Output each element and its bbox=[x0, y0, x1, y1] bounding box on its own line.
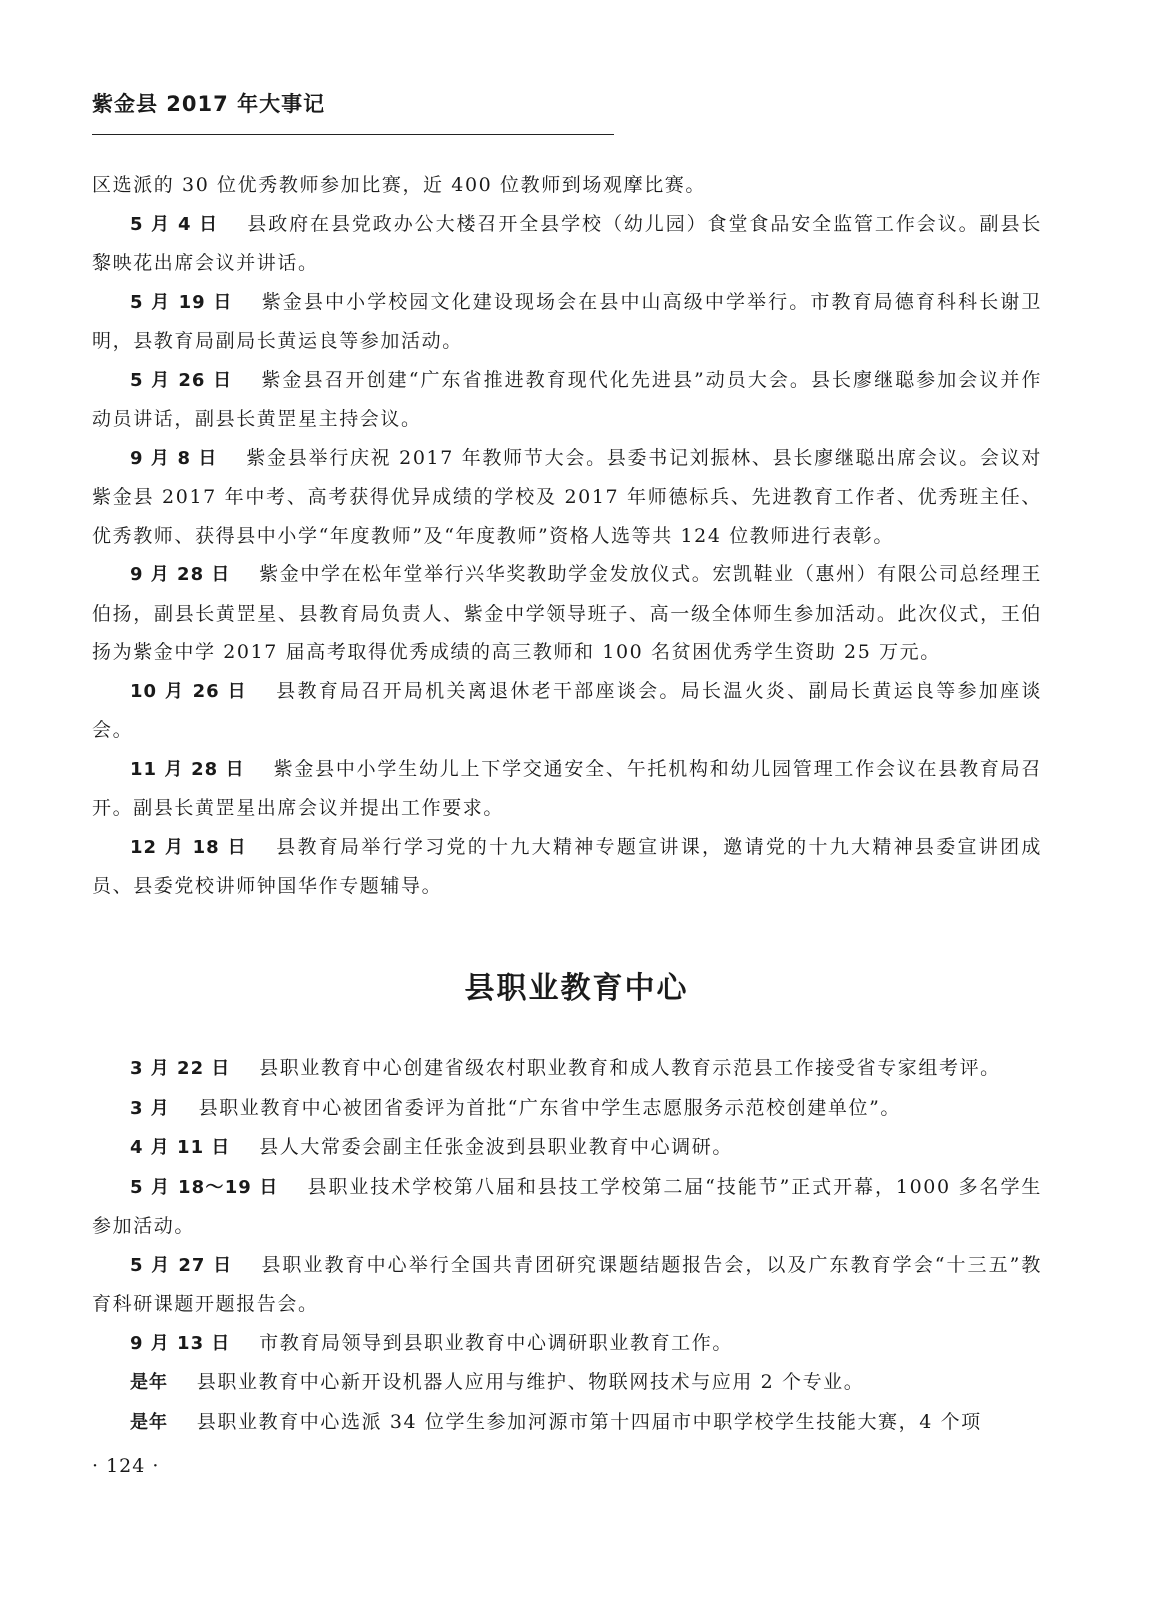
page-number: · 124 · bbox=[92, 1455, 160, 1477]
entry bbox=[92, 750, 1042, 828]
entry bbox=[92, 1403, 1042, 1443]
entry-date: 12 月 18 日 bbox=[130, 836, 248, 858]
entry-date: 5 月 26 日 bbox=[130, 369, 233, 391]
entry-date: 是年 bbox=[130, 1411, 168, 1433]
entry bbox=[92, 1049, 1042, 1089]
entry-date: 5 月 18～19 日 bbox=[130, 1176, 279, 1198]
entry-text: 县政府在县党政办公大楼召开全县学校（幼儿园）食堂食品安全监管工作会议。副县长黎映花出席会议并讲话。 bbox=[92, 212, 1042, 274]
section-body bbox=[92, 1049, 1042, 1442]
entry-date: 9 月 8 日 bbox=[130, 447, 218, 469]
entry-date: 5 月 19 日 bbox=[130, 291, 233, 313]
entry-text: 紫金县举行庆祝 2017 年教师节大会。县委书记刘振林、县长廖继聪出席会议。会议对紫金县 2017 年中考、高考获得优异成绩的学校及 2017 年师德标兵、先进教育工作者、优秀班主任、优秀教师、获得县中小学“年度教师”及“年度教师”资格人选等共 124 位教师进行表彰。 bbox=[92, 446, 1042, 547]
entry-text: 市教育局领导到县职业教育中心调研职业教育工作。 bbox=[259, 1331, 733, 1354]
chronicle-body bbox=[92, 166, 1042, 906]
entry bbox=[92, 361, 1042, 439]
entry-list bbox=[92, 205, 1042, 906]
entry-text: 紫金县中小学校园文化建设现场会在县中山高级中学举行。市教育局德育科科长谢卫明，县教育局副局长黄运良等参加活动。 bbox=[92, 290, 1042, 352]
entry bbox=[92, 283, 1042, 361]
entry-text: 紫金县召开创建“广东省推进教育现代化先进县”动员大会。县长廖继聪参加会议并作动员讲话，副县长黄罡星主持会议。 bbox=[92, 368, 1042, 430]
entry bbox=[92, 1168, 1042, 1246]
entry bbox=[92, 1128, 1042, 1168]
header-rule bbox=[92, 134, 614, 135]
entry bbox=[92, 828, 1042, 906]
entry-date: 5 月 27 日 bbox=[130, 1254, 233, 1276]
entry-date: 5 月 4 日 bbox=[130, 213, 219, 235]
entry-text: 县职业教育中心被团省委评为首批“广东省中学生志愿服务示范校创建单位”。 bbox=[198, 1096, 902, 1119]
entry bbox=[92, 1363, 1042, 1403]
entry bbox=[92, 1246, 1042, 1324]
entry-date: 4 月 11 日 bbox=[130, 1137, 231, 1158]
running-head: 紫金县 2017 年大事记 bbox=[92, 92, 326, 116]
entry-text: 县教育局举行学习党的十九大精神专题宣讲课，邀请党的十九大精神县委宣讲团成员、县委党校讲师钟国华作专题辅导。 bbox=[92, 835, 1042, 897]
entry-text: 县职业技术学校第八届和县技工学校第二届“技能节”正式开幕，1000 多名学生参加活动。 bbox=[92, 1175, 1043, 1237]
entry-date: 9 月 13 日 bbox=[130, 1332, 231, 1354]
entry-date: 11 月 28 日 bbox=[130, 758, 245, 780]
entry bbox=[92, 205, 1042, 283]
entry-text: 县教育局召开局机关离退休老干部座谈会。局长温火炎、副局长黄运良等参加座谈会。 bbox=[92, 679, 1042, 741]
entry bbox=[92, 672, 1042, 750]
continuation-paragraph: 区选派的 30 位优秀教师参加比赛，近 400 位教师到场观摩比赛。 bbox=[92, 174, 707, 196]
entry-text: 县职业教育中心选派 34 位学生参加河源市第十四届市中职学校学生技能大赛，4 个项 bbox=[196, 1410, 982, 1433]
section-title: 县职业教育中心 bbox=[464, 971, 689, 1006]
entry-date: 3 月 22 日 bbox=[130, 1058, 231, 1079]
entry-text: 县职业教育中心创建省级农村职业教育和成人教育示范县工作接受省专家组考评。 bbox=[259, 1057, 1001, 1079]
entry-date: 9 月 28 日 bbox=[130, 564, 231, 585]
entry-text: 县职业教育中心新开设机器人应用与维护、物联网技术与应用 2 个专业。 bbox=[196, 1371, 865, 1393]
entry-date: 是年 bbox=[130, 1372, 168, 1393]
entry bbox=[92, 555, 1042, 672]
entry-text: 县人大常委会副主任张金波到县职业教育中心调研。 bbox=[259, 1136, 733, 1158]
entry-text: 紫金中学在松年堂举行兴华奖教助学金发放仪式。宏凯鞋业（惠州）有限公司总经理王伯扬，副县长黄罡星、县教育局负责人、紫金中学领导班子、高一级全体师生参加活动。此次仪式，王伯扬为紫金中学 2017 届高考取得优秀成绩的高三教师和 100 名贫困优秀学生资助 25 万元。 bbox=[92, 563, 1042, 663]
entry bbox=[92, 439, 1042, 556]
entry-text: 紫金县中小学生幼儿上下学交通安全、午托机构和幼儿园管理工作会议在县教育局召开。副县长黄罡星出席会议并提出工作要求。 bbox=[92, 757, 1042, 819]
entry-text: 县职业教育中心举行全国共青团研究课题结题报告会，以及广东教育学会“十三五”教育科研课题开题报告会。 bbox=[92, 1253, 1042, 1315]
entry-date: 10 月 26 日 bbox=[130, 680, 248, 702]
entry-date: 3 月 bbox=[130, 1097, 170, 1119]
entry bbox=[92, 1324, 1042, 1364]
entry bbox=[92, 1089, 1042, 1129]
